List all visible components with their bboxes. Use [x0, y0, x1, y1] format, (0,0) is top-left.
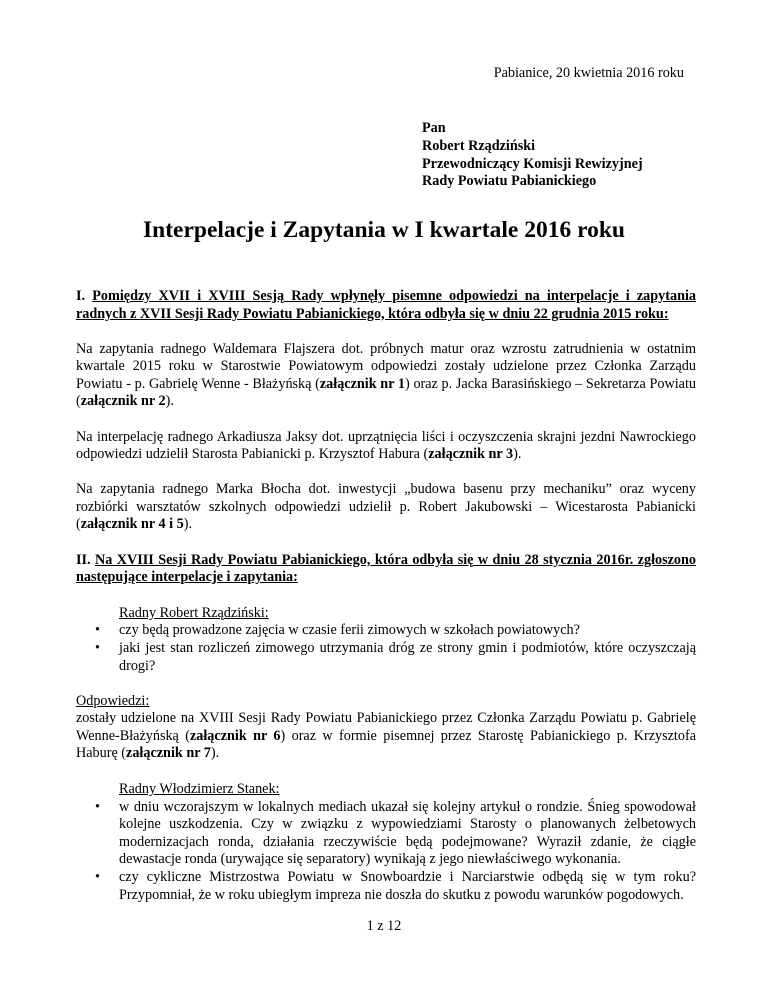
- answers-paragraph: zostały udzielone na XVIII Sesji Rady Powiatu Pabianickiego przez Członka Zarządu Powiatu p. Gabrielę Wenne-Błażyńską (załącznik nr 6) oraz w formie pisemnej przez Starostę Pabianickiego p. Krzysztofa Haburę (załącznik nr 7).: [76, 710, 696, 762]
- section-1-paragraph-3: Na zapytania radnego Marka Błocha dot. inwestycji „budowa basenu przy mechaniku” oraz wyceny rozbiórki warsztatów szkolnych odpowiedzi udzielił p. Robert Jakubowski – Wicestarosta Pabianicki (załącznik nr 4 i 5).: [76, 481, 696, 533]
- recipient-institution: Rady Powiatu Pabianickiego: [422, 173, 597, 190]
- section-1-paragraph-1: Na zapytania radnego Waldemara Flajszera dot. próbnych matur oraz wzrostu zatrudnienia w ostatnim kwartale 2015 roku w Starostwie Powiatowym odpowiedzi zostały udzielone przez Członka Zarządu Powiatu - p. Gabrielę Wenne - Błażyńską (załącznik nr 1) oraz p. Jacka Barasińskiego – Sekretarza Powiatu (załącznik nr 2).: [76, 340, 696, 410]
- section-2-heading: [76, 552, 696, 587]
- speaker-2-block: [76, 781, 696, 904]
- attachment-ref-1: załącznik nr 1: [319, 375, 406, 392]
- attachment-ref-7: załącznik nr 7: [126, 745, 211, 762]
- speaker-1-item: • czy będą prowadzone zajęcia w czasie ferii zimowych w szkołach powiatowych?: [95, 622, 580, 639]
- section-2-number: II.: [76, 551, 91, 568]
- section-1-heading-text: Pomiędzy XVII i XVIII Sesją Rady wpłynęły pisemne odpowiedzi na interpelacje i zapytania radnych z XVII Sesji Rady Powiatu Pabianickiego, która odbyła się w dniu 22 grudnia 2015 roku:: [76, 288, 697, 322]
- document-body: [76, 288, 696, 904]
- page-number: 1 z 12: [366, 918, 402, 934]
- speaker-2-name: Radny Włodzimierz Stanek:: [119, 780, 280, 797]
- bullet-icon: •: [95, 639, 100, 656]
- speaker-1-block: [76, 605, 696, 675]
- recipient-salutation: Pan: [422, 120, 446, 136]
- speaker-2-item: • czy cykliczne Mistrzostwa Powiatu w Snowboardzie i Narciarstwie odbędą się w tym roku? Przypomniał, że w roku ubiegłym impreza nie doszła do skutku z powodu warunków pogodowych.: [95, 868, 696, 903]
- attachment-ref-2: załącznik nr 2: [80, 393, 166, 410]
- bullet-icon: •: [95, 868, 100, 885]
- attachment-ref-4-5: załącznik nr 4 i 5: [80, 516, 184, 533]
- attachment-ref-6: załącznik nr 6: [189, 727, 281, 744]
- recipient-position: Przewodniczący Komisji Rewizyjnej: [422, 155, 643, 172]
- section-1-number: I.: [76, 288, 86, 304]
- bullet-icon: •: [95, 798, 100, 815]
- speaker-2-item: • w dniu wczorajszym w lokalnych mediach ukazał się kolejny artykuł o rondzie. Śnieg spowodował kolejne uszkodzenia. Czy w związku z wypowiedziami Starosty o planowanych żelbetowych modernizacjach ronda, działania rzeczywiście będą podejmowane? Wyraził zdanie, że ciągłe dewastacje ronda (urywające się separatory) wynikają z jego niewłaściwego wykonania.: [95, 798, 696, 868]
- speaker-1-item: • jaki jest stan rozliczeń zimowego utrzymania dróg ze strony gmin i podmiotów, które oczyszczają drogi?: [95, 639, 696, 674]
- recipient-block: [422, 120, 643, 191]
- place-and-date: Pabianice, 20 kwietnia 2016 roku: [493, 65, 684, 81]
- speaker-1-name: Radny Robert Rządziński:: [119, 604, 269, 621]
- bullet-icon: •: [95, 622, 100, 639]
- recipient-name: Robert Rządziński: [422, 137, 536, 154]
- answers-label: Odpowiedzi:: [76, 692, 150, 709]
- document-title: Interpelacje i Zapytania w I kwartale 2016 roku: [143, 217, 625, 243]
- attachment-ref-3: załącznik nr 3: [428, 446, 514, 463]
- section-1-heading: [76, 288, 696, 323]
- section-2-heading-text: Na XVIII Sesji Rady Powiatu Pabianickiego, która odbyła się w dniu 28 stycznia 2016r. zgłoszono następujące interpelacje i zapytania:: [76, 551, 697, 586]
- section-1-paragraph-2: Na interpelację radnego Arkadiusza Jaksy dot. uprzątnięcia liści i oczyszczenia skrajni jezdni Nawrockiego odpowiedzi udzielił Starosta Pabianicki p. Krzysztof Habura (załącznik nr 3).: [76, 428, 696, 463]
